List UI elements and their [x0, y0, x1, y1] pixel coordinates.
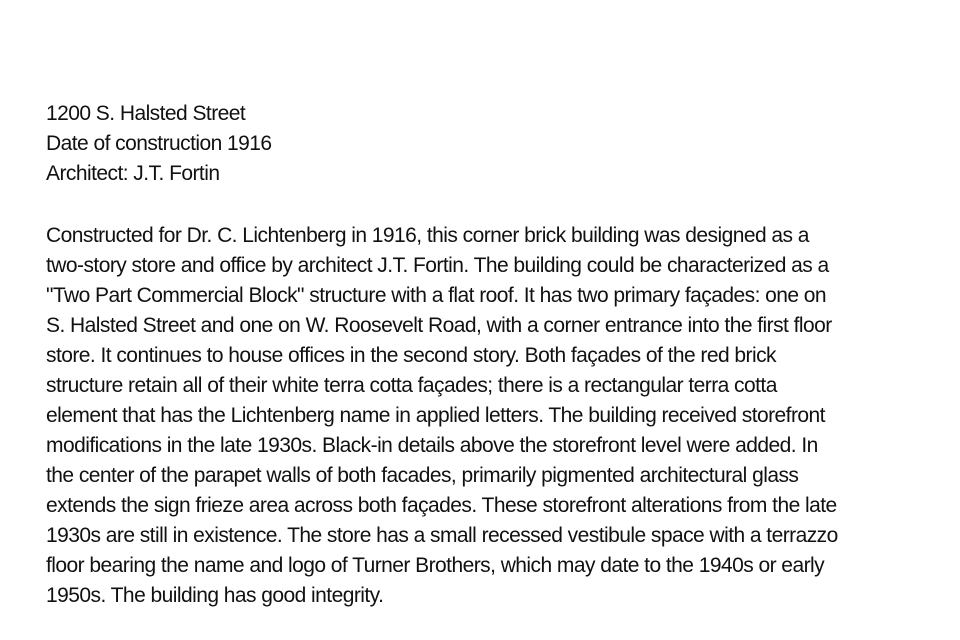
description-line: the center of the parapet walls of both facades, primarily pigmented architectural glass: [46, 464, 799, 487]
description-line: 1950s. The building has good integrity.: [46, 584, 384, 607]
description-line: element that has the Lichtenberg name in applied letters. The building received storefront: [46, 404, 825, 427]
description-line: structure retain all of their white terra cotta façades; there is a rectangular terra cotta: [46, 374, 777, 397]
description-line: modifications in the late 1930s. Black-in details above the storefront level were added. In: [46, 434, 818, 457]
description-line: 1930s are still in existence. The store has a small recessed vestibule space with a terrazzo: [46, 524, 838, 547]
description-line: Constructed for Dr. C. Lichtenberg in 1916, this corner brick building was designed as a: [46, 224, 809, 247]
description-line: S. Halsted Street and one on W. Roosevelt Road, with a corner entrance into the first floor: [46, 314, 832, 337]
description-line: "Two Part Commercial Block" structure with a flat roof. It has two primary façades: one on: [46, 284, 827, 307]
construction-date-line: Date of construction 1916: [46, 132, 272, 155]
description-paragraph: [46, 221, 916, 611]
building-header: [46, 99, 906, 189]
description-line: two-story store and office by architect J.T. Fortin. The building could be characterized as a: [46, 254, 829, 277]
address-line: 1200 S. Halsted Street: [46, 102, 246, 125]
description-line: extends the sign frieze area across both façades. These storefront alterations from the late: [46, 494, 837, 517]
description-line: store. It continues to house offices in the second story. Both façades of the red brick: [46, 344, 776, 367]
architect-line: Architect: J.T. Fortin: [46, 162, 220, 185]
description-line: floor bearing the name and logo of Turner Brothers, which may date to the 1940s or early: [46, 554, 825, 577]
